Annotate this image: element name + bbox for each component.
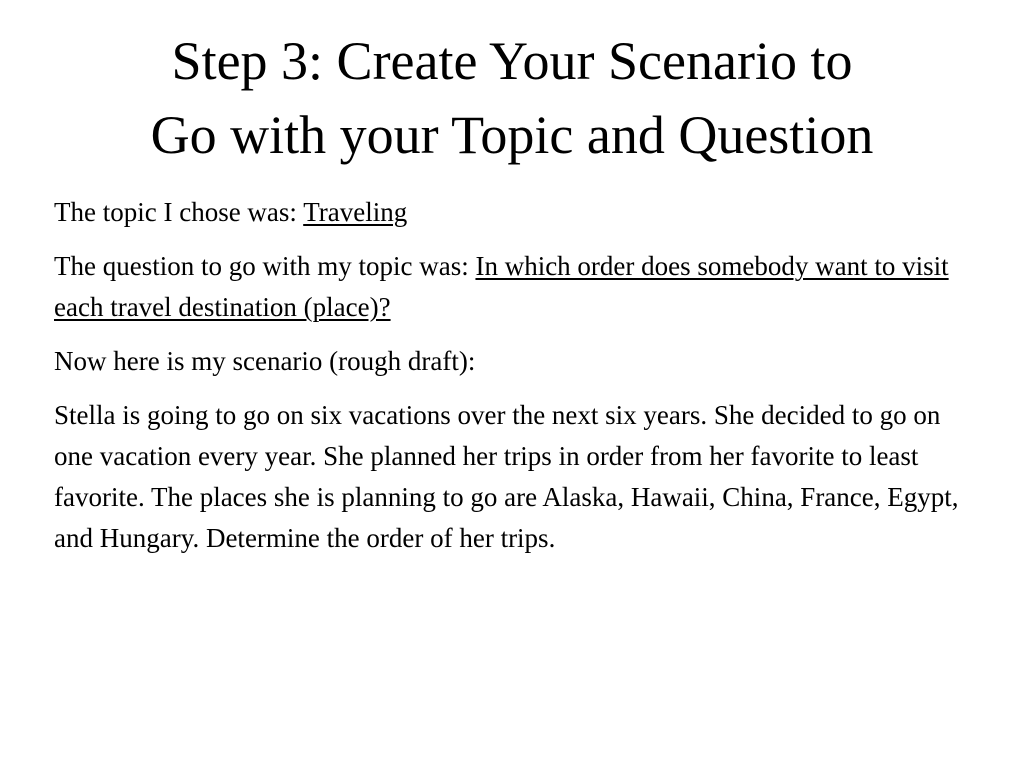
scenario-text: Stella is going to go on six vacations over the next six years. She decided to go on one vacation every year. She planned her trips in order from her favorite to least favorite. The places she is planning to go are Alaska, Hawaii, China, France, Egypt, and Hungary. Determine the order of her trips. bbox=[54, 400, 959, 553]
slide-title bbox=[40, 24, 984, 172]
topic-value: Traveling bbox=[303, 197, 408, 227]
topic-label: The topic I chose was: bbox=[54, 197, 304, 227]
question-paragraph bbox=[54, 246, 984, 328]
title-line-2: Go with your Topic and Question bbox=[150, 105, 874, 165]
topic-paragraph bbox=[54, 192, 984, 233]
slide-body bbox=[54, 192, 984, 572]
question-value: In which order does somebody want to visit each travel destination (place)? bbox=[54, 251, 949, 322]
scenario-intro: Now here is my scenario (rough draft): bbox=[54, 346, 476, 376]
question-label: The question to go with my topic was: bbox=[54, 251, 476, 281]
title-line-1: Step 3: Create Your Scenario to bbox=[171, 31, 853, 91]
